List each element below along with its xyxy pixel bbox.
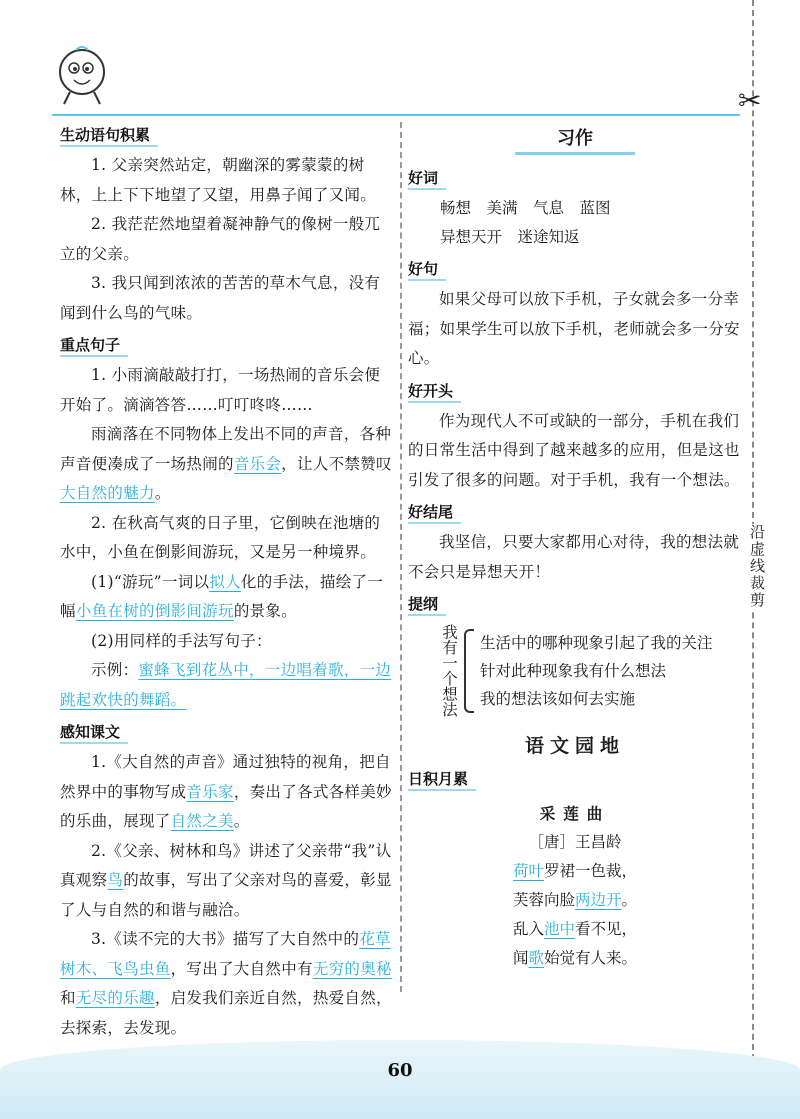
brace xyxy=(464,629,474,713)
poem-line-1: 荷叶罗裙一色裁， xyxy=(512,862,638,880)
section-heading-daily-accumulation: 日积月累 xyxy=(408,768,476,791)
cut-instruction: 沿虚线裁剪 xyxy=(740,524,766,609)
scissors-icon: ✂ xyxy=(738,84,762,117)
mascot-icon xyxy=(52,44,112,108)
good-opening: 作为现代人不可或缺的一部分，手机在我们的日常生活中得到了越来越多的应用，但是这也引发了很多的问题。对于手机，我有一个想法。 xyxy=(408,411,740,489)
right-column xyxy=(408,118,742,973)
perception-1: 1.《大自然的声音》通过独特的视角，把自然界中的事物写成音乐家，奏出了各式各样美妙的乐曲，展现了自然之美。 xyxy=(60,753,392,830)
section-heading-good-ending: 好结尾 xyxy=(408,501,461,524)
section-heading-key-sentences: 重点句子 xyxy=(60,334,128,357)
key-sentence-2: 2. 在秋高气爽的日子里，它倒映在池塘的水中，小鱼在倒影间游玩，又是另一种境界。 xyxy=(60,513,381,561)
perception-3: 3.《读不完的大书》描写了大自然中的花草树木、飞鸟虫鱼，写出了大自然中有无穷的奥秘和无尽的乐趣，启发我们亲近自然，热爱自然，去探索，去发现。 xyxy=(60,930,392,1037)
example-answer: 示例：蜜蜂飞到花丛中，一边唱着歌，一边跳起欢快的舞蹈。 xyxy=(60,661,392,709)
poem-author: ［唐］王昌龄 xyxy=(528,833,622,851)
section-heading-vivid-sentences: 生动语句积累 xyxy=(60,124,158,147)
section-heading-good-sentence: 好句 xyxy=(408,258,446,281)
sub-question-1: (1)“游玩”一词以拟人化的手法，描绘了一幅小鱼在树的倒影间游玩的景象。 xyxy=(60,572,384,620)
top-rule xyxy=(52,114,740,116)
section-heading-good-words: 好词 xyxy=(408,167,446,190)
outline-key: 我有一个想法 xyxy=(440,624,458,717)
section-heading-outline: 提纲 xyxy=(408,593,446,616)
outline-item: 针对此种现象我有什么想法 xyxy=(480,661,667,680)
outline-item: 我的想法该如何去实施 xyxy=(480,689,636,708)
key-answer-1: 雨滴落在不同物体上发出不同的声音，各种声音便凑成了一场热闹的音乐会，让人不禁赞叹大自然的魅力。 xyxy=(60,425,392,502)
good-words-line-1: 畅想 美满 气息 蓝图 xyxy=(440,199,611,217)
sentence-1: 1. 父亲突然站定，朝幽深的雾蒙蒙的树林，上上下下地望了又望，用鼻子闻了又闻。 xyxy=(60,156,377,204)
outline xyxy=(440,624,742,717)
outline-item: 生活中的哪种现象引起了我的关注 xyxy=(480,633,713,652)
sentence-3: 3. 我只闻到浓浓的苦苦的草木气息，没有闻到什么鸟的气味。 xyxy=(60,274,381,322)
poem-title: 采莲曲 xyxy=(539,804,611,823)
outline-items xyxy=(480,629,713,713)
writing-title: 习作 xyxy=(515,124,635,155)
perception-2: 2.《父亲、树林和鸟》讲述了父亲带“我”认真观察鸟的故事，写出了父亲对鸟的喜爱，彰显了人与自然的和谐与融洽。 xyxy=(60,841,392,919)
sentence-2: 2. 我茫茫然地望着凝神静气的像树一般兀立的父亲。 xyxy=(60,215,381,263)
column-divider xyxy=(400,122,402,992)
section-heading-good-opening: 好开头 xyxy=(408,380,461,403)
good-sentence: 如果父母可以放下手机，子女就会多一分幸福；如果学生可以放下手机，老师就会多一分安心。 xyxy=(408,290,740,367)
poem-line-3: 乱入池中看不见， xyxy=(512,920,638,938)
poem-line-2: 芙蓉向脸两边开。 xyxy=(512,891,638,909)
sub-question-2: (2)用同样的手法写句子： xyxy=(91,631,272,650)
key-sentence-1: 1. 小雨滴敲敲打打，一场热闹的音乐会便开始了。滴滴答答……叮叮咚咚…… xyxy=(60,366,381,414)
poem xyxy=(408,799,742,973)
left-column xyxy=(60,118,394,1043)
good-words-line-2: 异想天开 迷途知返 xyxy=(440,228,580,246)
section-heading-text-perception: 感知课文 xyxy=(60,721,128,744)
good-ending: 我坚信，只要大家都用心对待，我的想法就不会只是异想天开！ xyxy=(408,533,740,581)
poem-line-4: 闻歌始觉有人来。 xyxy=(512,949,638,967)
page-number: 60 xyxy=(387,1060,413,1081)
chinese-garden-title: 语文园地 xyxy=(524,735,625,757)
